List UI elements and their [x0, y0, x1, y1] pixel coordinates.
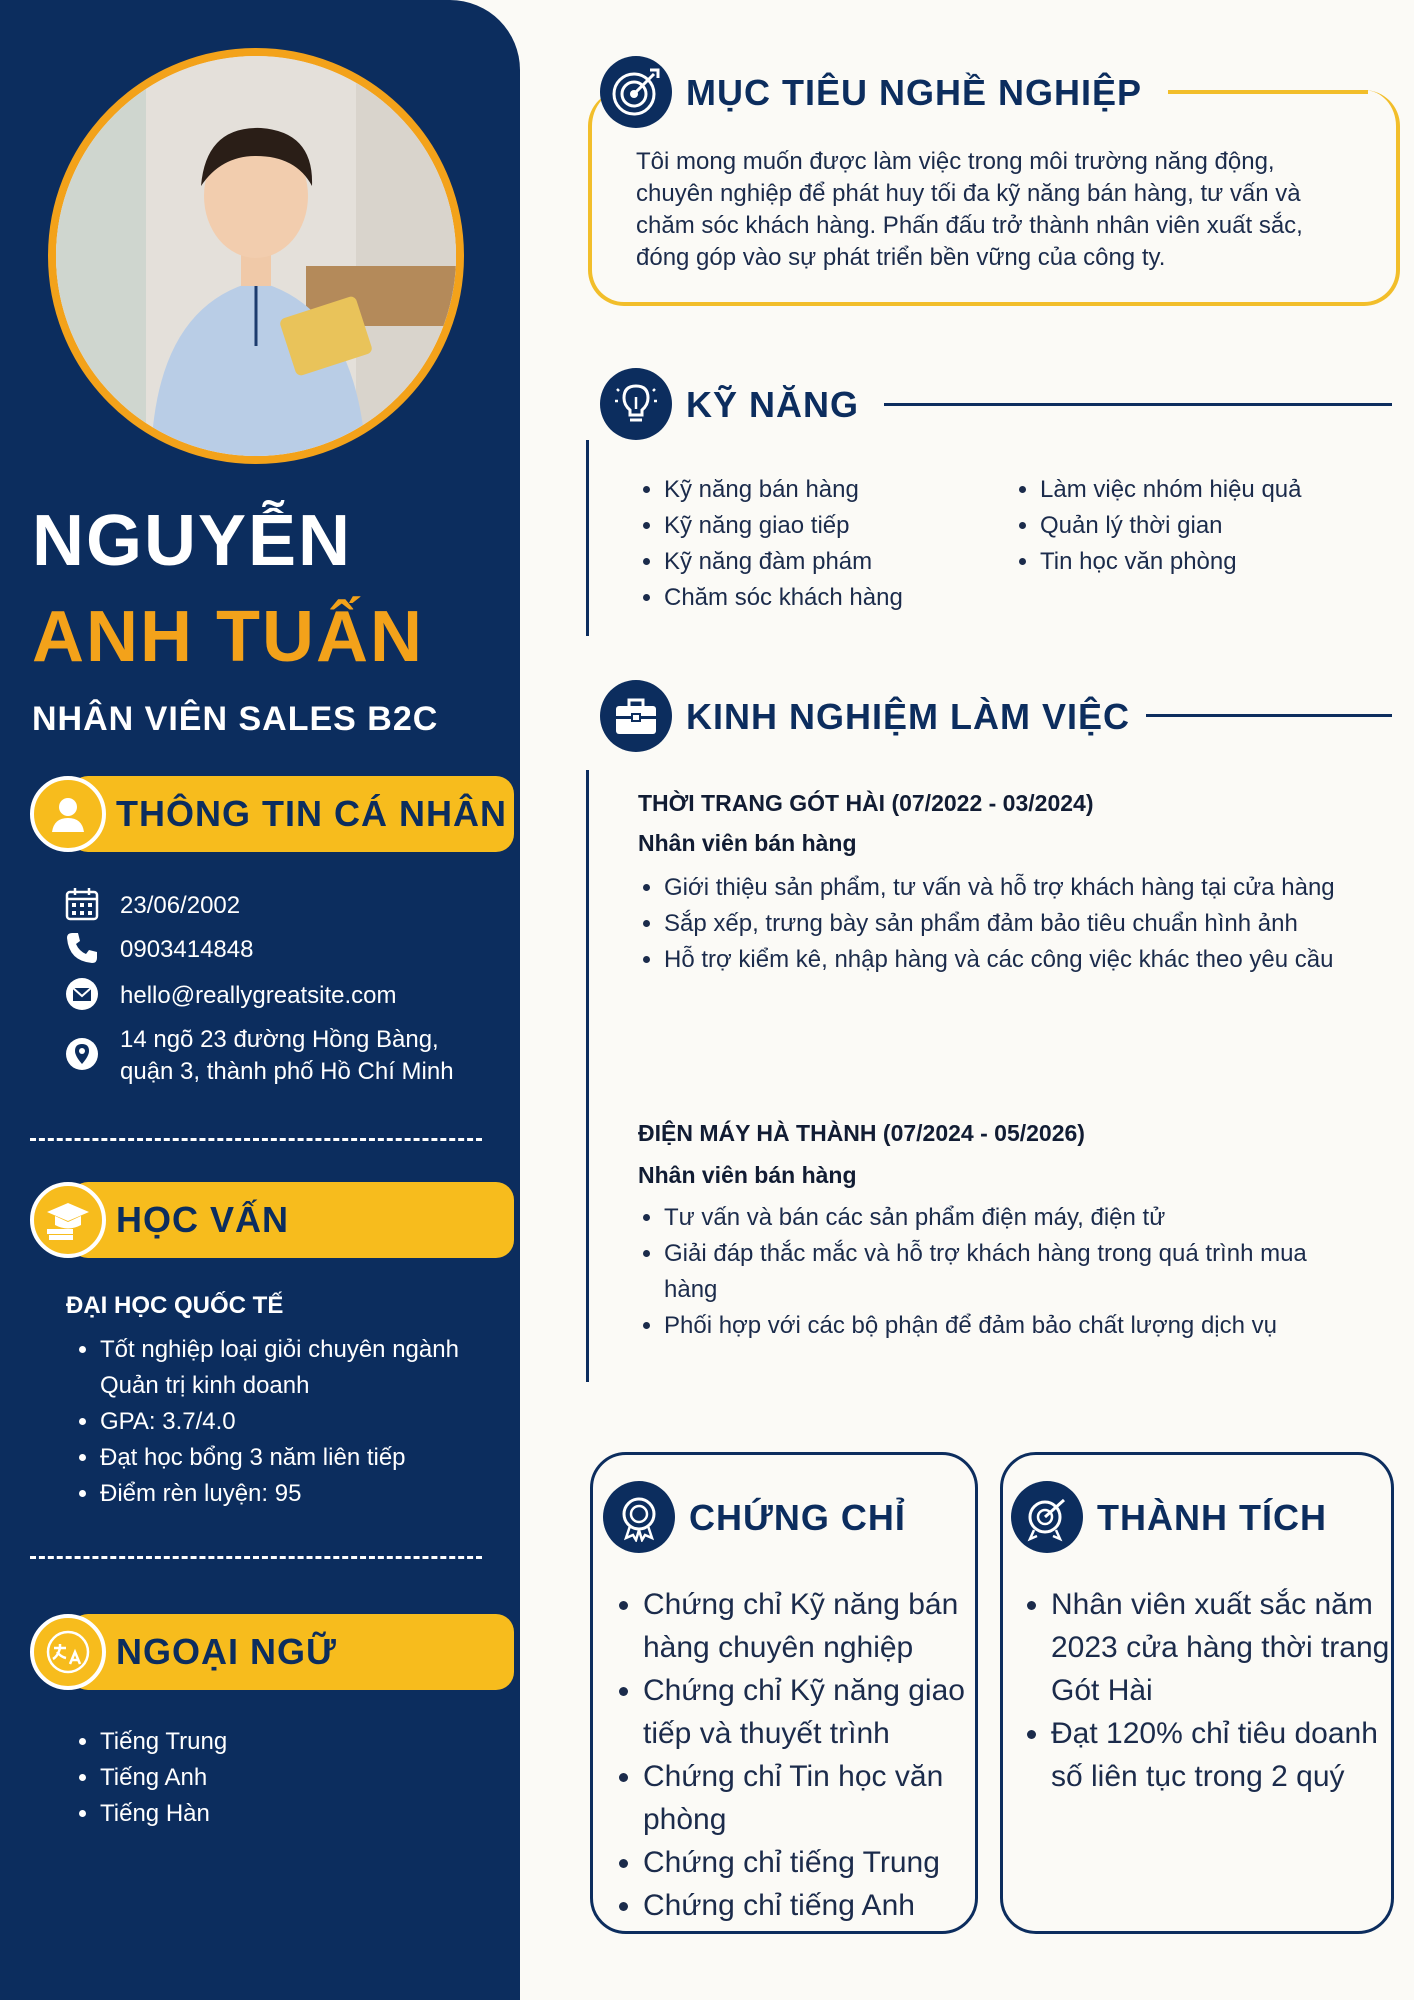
lightbulb-icon — [600, 368, 672, 440]
objective-text: Tôi mong muốn được làm việc trong môi trường năng động, chuyên nghiệp để phát huy tối đa kỹ năng bán hàng, tư vấn và chăm sóc khách hàng. Phấn đấu trở thành nhân viên xuất sắc, đóng góp vào sự phát triển bền vững của công ty. — [636, 148, 1303, 271]
certificates-list — [607, 1583, 973, 1927]
list-item: • Kỹ năng giao tiếp — [664, 508, 903, 544]
skills-vline — [586, 440, 589, 636]
translate-icon — [30, 1614, 106, 1690]
briefcase-icon — [600, 680, 672, 752]
list-item: • Sắp xếp, trưng bày sản phẩm đảm bảo tiêu chuẩn hình ảnh — [664, 906, 1344, 942]
target-icon — [600, 56, 672, 128]
list-item: • Tiếng Hàn — [100, 1796, 490, 1832]
list-item: • Đạt học bổng 3 năm liên tiếp — [100, 1440, 490, 1476]
education-list — [70, 1332, 490, 1512]
user-icon — [30, 776, 106, 852]
personal-info-title: THÔNG TIN CÁ NHÂN — [116, 793, 507, 834]
list-item: • Nhân viên xuất sắc năm 2023 cửa hàng thời trang Gót Hài — [1051, 1583, 1397, 1712]
school-name: ĐẠI HỌC QUỐC TẾ — [66, 1292, 284, 1319]
birthday-text: 23/06/2002 — [120, 892, 241, 919]
list-item: • Đạt 120% chỉ tiêu doanh số liên tục trong 2 quý — [1051, 1712, 1397, 1798]
list-item: • Phối hợp với các bộ phận để đảm bảo chất lượng dịch vụ — [664, 1308, 1344, 1344]
list-item: • Tiếng Trung — [100, 1724, 490, 1760]
job-company: ĐIỆN MÁY HÀ THÀNH (07/2024 - 05/2026) — [638, 1120, 1085, 1146]
location-icon — [64, 1036, 100, 1072]
achievements-card — [1000, 1452, 1394, 1934]
personal-info-header — [30, 776, 514, 852]
person-illustration — [56, 56, 456, 456]
address-line1: 14 ngõ 23 đường Hồng Bàng, — [120, 1026, 439, 1053]
list-item: • Giải đáp thắc mắc và hỗ trợ khách hàng trong quá trình mua hàng — [664, 1236, 1344, 1308]
list-item: • Điểm rèn luyện: 95 — [100, 1476, 490, 1512]
divider — [30, 1556, 482, 1559]
list-item: • Chứng chỉ Kỹ năng giao tiếp và thuyết trình — [643, 1669, 973, 1755]
experience-line — [1146, 714, 1392, 717]
list-item: • Kỹ năng bán hàng — [664, 472, 903, 508]
job-company: THỜI TRANG GÓT HÀI (07/2022 - 03/2024) — [638, 790, 1094, 816]
objective-top-line — [1168, 90, 1368, 94]
education-header — [30, 1182, 514, 1258]
phone-text: 0903414848 — [120, 936, 254, 963]
skills-col2 — [1012, 472, 1302, 580]
list-item: • Chứng chỉ tiếng Trung — [643, 1841, 973, 1884]
job-title: NHÂN VIÊN SALES B2C — [32, 700, 439, 738]
email-text: hello@reallygreatsite.com — [120, 982, 397, 1009]
job-tasks — [638, 1200, 1344, 1344]
languages-header — [30, 1614, 514, 1690]
certificate-badge-icon — [603, 1481, 675, 1553]
list-item: • Chứng chỉ Kỹ năng bán hàng chuyên nghiệp — [643, 1583, 973, 1669]
experience-vline — [586, 770, 589, 1382]
job-tasks — [638, 870, 1344, 978]
skills-col1 — [636, 472, 903, 616]
list-item: • Tốt nghiệp loại giỏi chuyên ngành Quản trị kinh doanh — [100, 1332, 490, 1404]
objective-title: MỤC TIÊU NGHỀ NGHIỆP — [686, 72, 1143, 113]
experience-title: KINH NGHIỆM LÀM VIỆC — [686, 696, 1131, 737]
list-item: • Quản lý thời gian — [1040, 508, 1302, 544]
job-role: Nhân viên bán hàng — [638, 1162, 857, 1188]
job-role: Nhân viên bán hàng — [638, 830, 857, 856]
languages-list — [70, 1724, 490, 1832]
list-item: • Tin học văn phòng — [1040, 544, 1302, 580]
certificates-title: CHỨNG CHỈ — [689, 1497, 906, 1538]
languages-title: NGOẠI NGỮ — [116, 1631, 337, 1672]
trophy-target-icon — [1011, 1481, 1083, 1553]
list-item: • GPA: 3.7/4.0 — [100, 1404, 490, 1440]
email-icon — [64, 976, 100, 1012]
skills-title: KỸ NĂNG — [686, 384, 860, 425]
list-item: • Chăm sóc khách hàng — [664, 580, 903, 616]
list-item: • Tiếng Anh — [100, 1760, 490, 1796]
education-title: HỌC VẤN — [116, 1199, 290, 1240]
achievements-list — [1015, 1583, 1397, 1798]
certificates-card — [590, 1452, 978, 1934]
calendar-icon — [64, 886, 100, 922]
list-item: • Tư vấn và bán các sản phẩm điện máy, điện tử — [664, 1200, 1344, 1236]
list-item: • Kỹ năng đàm phám — [664, 544, 903, 580]
divider — [30, 1138, 482, 1141]
address-line2: quận 3, thành phố Hồ Chí Minh — [120, 1058, 454, 1085]
skills-line — [884, 403, 1392, 406]
list-item: • Chứng chỉ tiếng Anh — [643, 1884, 973, 1927]
list-item: • Làm việc nhóm hiệu quả — [1040, 472, 1302, 508]
list-item: • Giới thiệu sản phẩm, tư vấn và hỗ trợ khách hàng tại cửa hàng — [664, 870, 1344, 906]
name-first-line: NGUYỄN — [32, 501, 353, 581]
name-second-line: ANH TUẤN — [32, 597, 424, 677]
list-item: • Chứng chỉ Tin học văn phòng — [643, 1755, 973, 1841]
phone-icon — [64, 930, 100, 966]
achievements-title: THÀNH TÍCH — [1097, 1497, 1327, 1538]
profile-photo — [48, 48, 464, 464]
graduation-cap-icon — [30, 1182, 106, 1258]
sidebar — [0, 0, 520, 2000]
list-item: • Hỗ trợ kiểm kê, nhập hàng và các công việc khác theo yêu cầu — [664, 942, 1344, 978]
